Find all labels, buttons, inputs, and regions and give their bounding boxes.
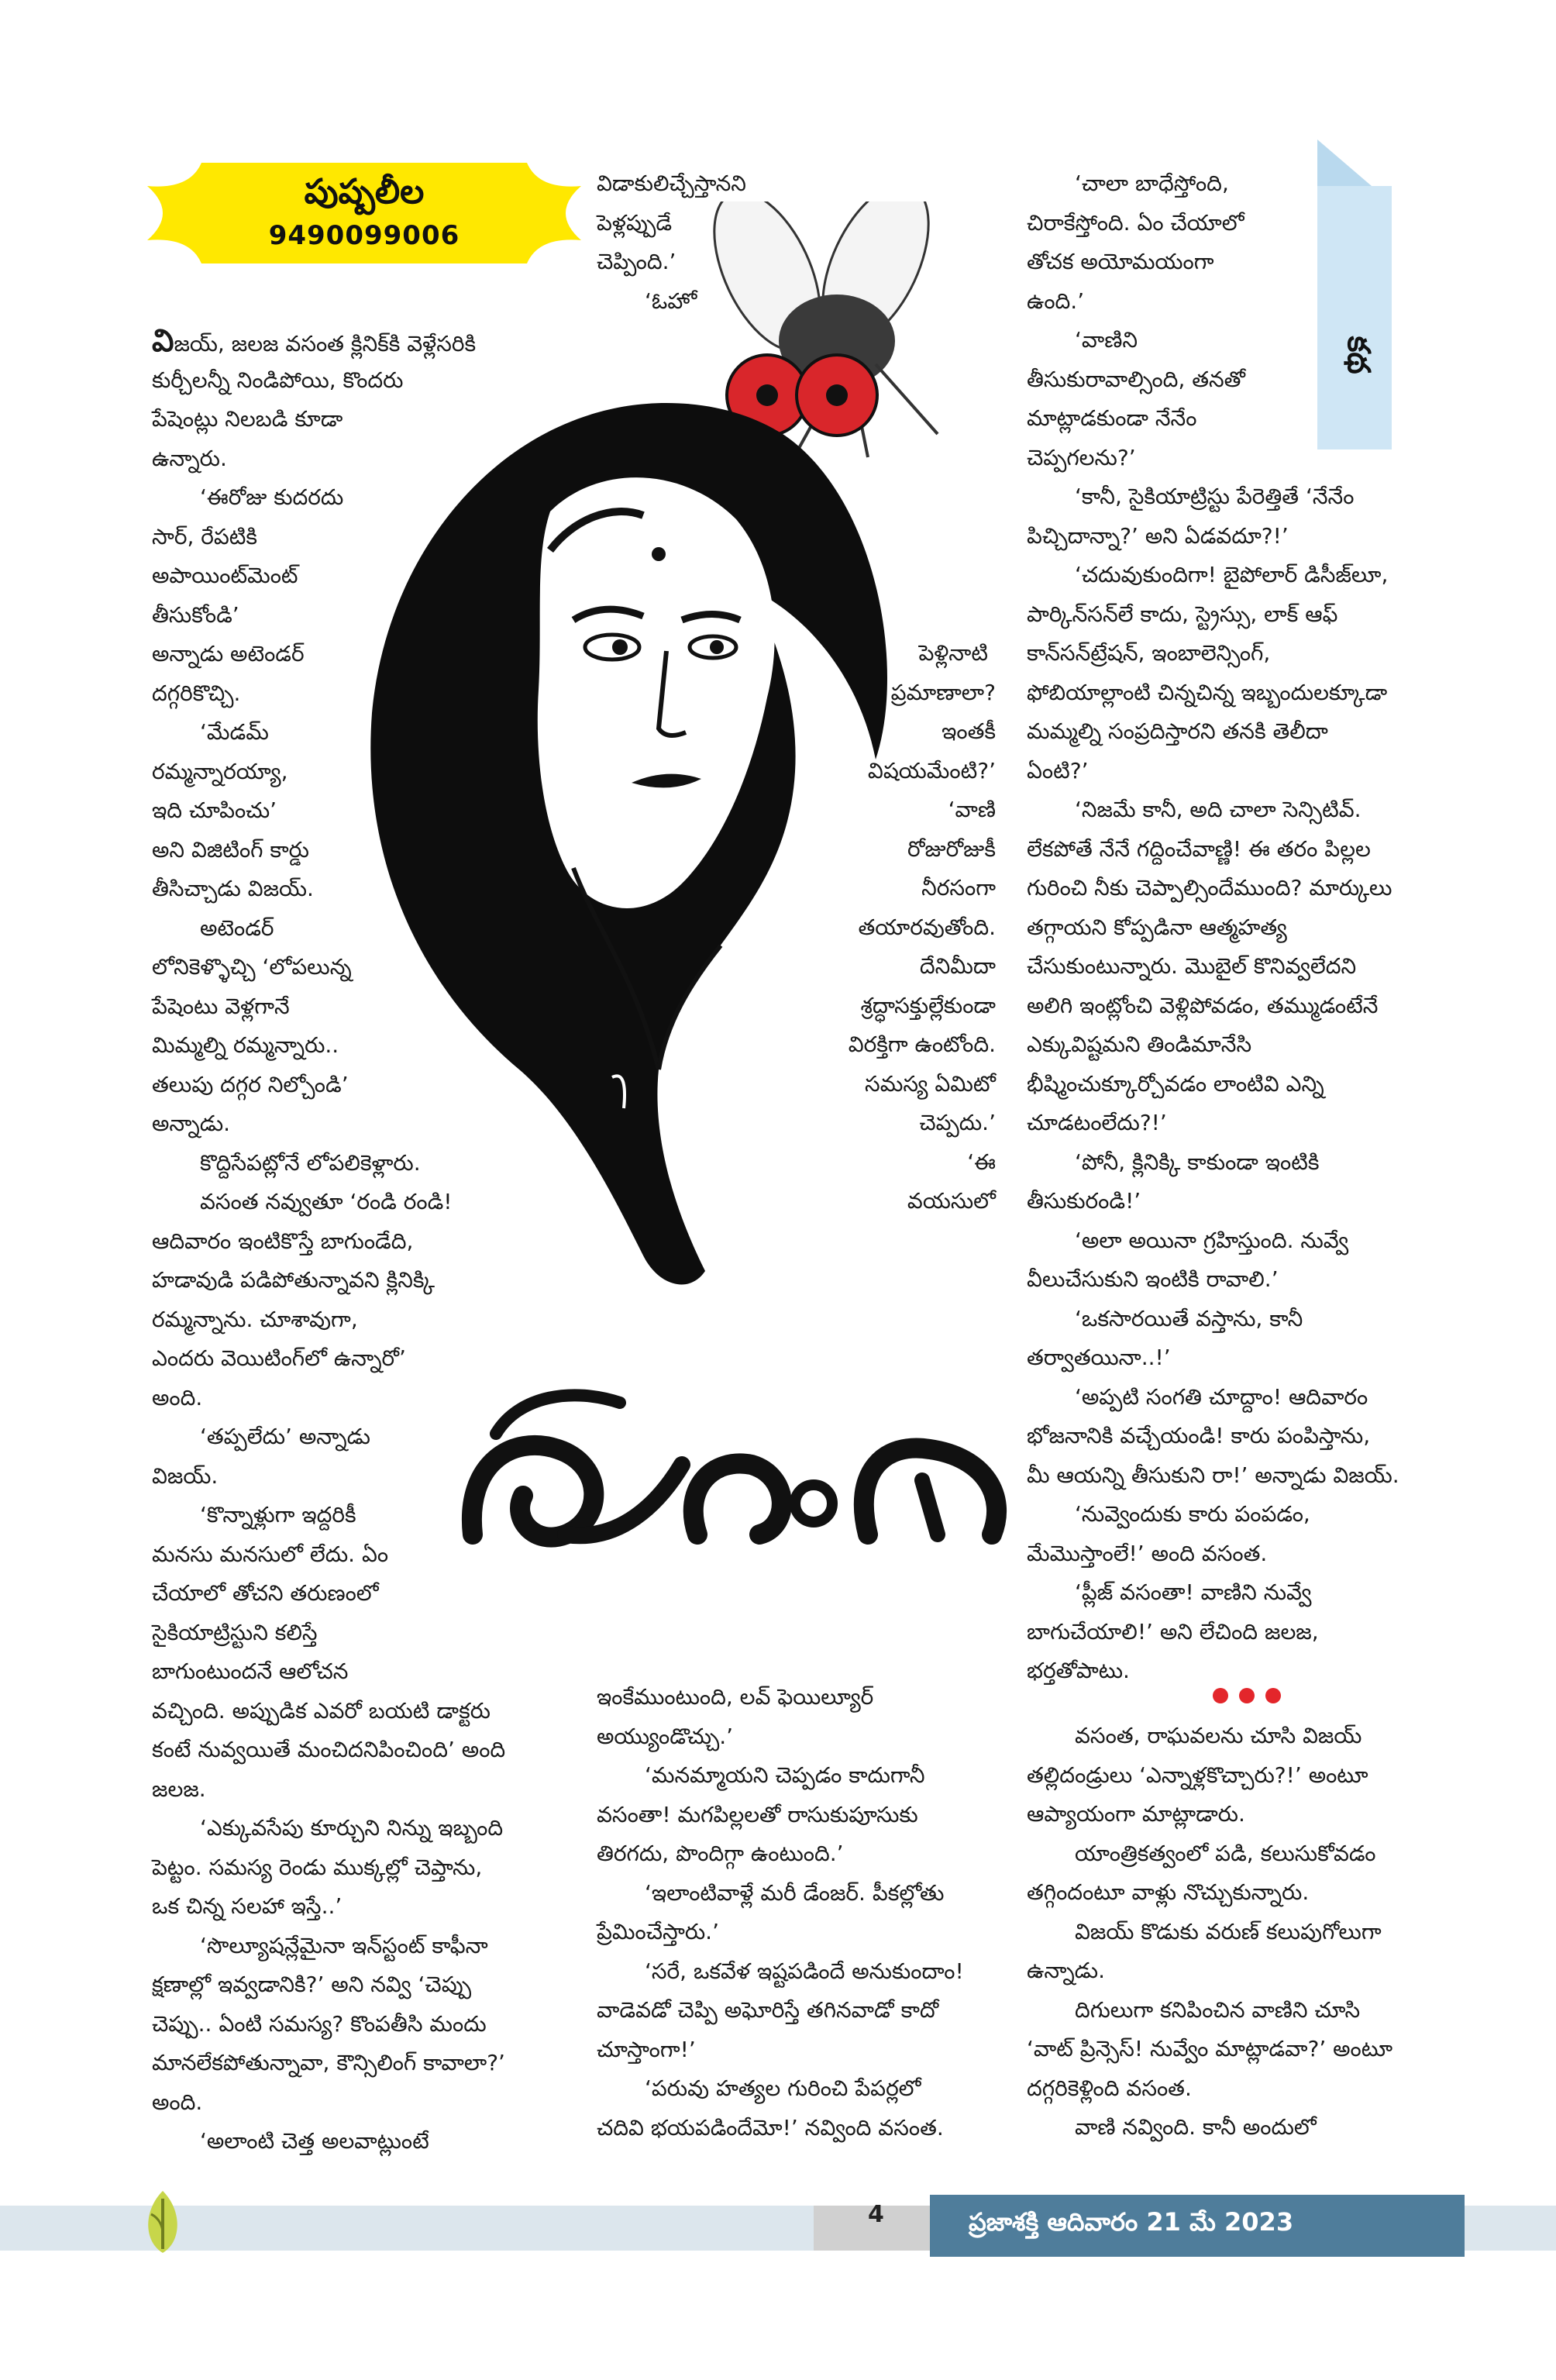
text-line: విషయమేంటి?’: [867, 757, 996, 784]
text-line: ‘వాట్‌ ప్రిన్సెస్‌! నువ్వేం మాట్లాడవా?’ అంటూ: [1027, 2036, 1393, 2061]
text-line: ఎక్కువిష్టమని తిండిమానేసి: [1027, 1032, 1252, 1057]
publication-line: ప్రజాశక్తి ఆదివారం 21 మే 2023: [969, 2207, 1294, 2237]
text-line: హడావుడి పడిపోతున్నావని క్లినిక్కి: [152, 1267, 435, 1293]
text-line: అంది.: [152, 1384, 203, 1410]
text-line: వీలుచేసుకుని ఇంటికి రావాలి.’: [1027, 1266, 1279, 1292]
column-1: [152, 322, 586, 2161]
text-line: ఉన్నాడు.: [1027, 1958, 1105, 1983]
text-line: మేమొస్తాంలే!’ అంది వసంత.: [1027, 1540, 1268, 1566]
text-line: చదివి భయపడిందేమో!’ నవ్వింది వసంత.: [597, 2114, 944, 2141]
text-line: ‘వాణి: [948, 797, 996, 822]
text-line: చెప్పదు.’: [919, 1110, 996, 1135]
text-line: ‘అప్పటి సంగతి చూద్దాం! ఆదివారం: [1075, 1383, 1368, 1410]
text-line: అయ్యుండొచ్చు.’: [597, 1723, 734, 1749]
text-line: వయసులో: [907, 1188, 996, 1214]
text-line: చూస్తాంగా!’: [597, 2036, 696, 2062]
text-line: మీ ఆయన్ని తీసుకుని రా!’ అన్నాడు విజయ్‌.: [1027, 1462, 1399, 1488]
text-line: గురించి నీకు చెప్పాల్సిందేముంది? మార్కులు: [1027, 875, 1392, 901]
text-line: విడాకులిచ్చేస్తానని: [597, 170, 746, 196]
text-line: కంటే నువ్వయితే మంచిదనిపించింది’ అంది: [152, 1737, 506, 1762]
text-line: అని విజిటింగ్‌ కార్డు: [152, 836, 309, 863]
text-line: తీసుకురావాల్సింది, తనతో: [1027, 366, 1246, 392]
text-line: తిరగదు, పొందిగ్గా ఉంటుంది.’: [597, 1841, 844, 1866]
text-line: అంది.: [152, 2089, 203, 2115]
text-line: తీసుకోండి’: [152, 601, 239, 628]
text-line: విజయ్‌.: [152, 1462, 219, 1489]
text-line: చిరాకేస్తోంది. ఏం చేయాలో: [1027, 209, 1244, 236]
text-line: ‘ప్లీజ్‌ వసంతా! వాణిని నువ్వే: [1075, 1579, 1312, 1605]
text-line: చేయాలో తోచని తరుణంలో: [152, 1580, 379, 1606]
text-line: ఉన్నారు.: [152, 445, 227, 471]
separator-dot: [1213, 1688, 1228, 1703]
text-line: వసంత, రాఘవలను చూసి విజయ్‌: [1075, 1723, 1362, 1748]
text-line: తయారవుతోంది.: [858, 914, 996, 940]
text-line: వచ్చింది. అప్పుడిక ఎవరో బయటి డాక్టరు: [152, 1697, 491, 1724]
section-label: కథ: [1341, 336, 1376, 374]
text-line: తీసుకురండి!’: [1027, 1188, 1141, 1214]
text-line: ‘పరువు హత్యల గురించి పేపర్లలో: [645, 2075, 921, 2101]
text-line: రమ్మన్నాను. చూశావుగా,: [152, 1306, 358, 1332]
text-line: విజయ్‌ కొడుకు వరుణ్‌ కలుపుగోలుగా: [1075, 1918, 1382, 1944]
column-2-middle: [728, 634, 996, 1221]
text-line: మమ్మల్ని సంప్రదిస్తారని తనకి తెలీదా: [1027, 718, 1328, 744]
text-line: శ్రద్ధాసక్తుల్లేకుండా: [860, 992, 996, 1018]
text-line: తగ్గాయని కోప్పడినా ఆత్మహత్య: [1027, 914, 1287, 940]
text-line: కాన్‌సన్‌ట్రేషన్‌, ఇంబాలెన్సింగ్‌,: [1027, 640, 1271, 666]
text-line: మనసు మనసులో లేదు. ఏం: [152, 1541, 389, 1567]
column-3-bottom: [1027, 1717, 1461, 2148]
text-line: ఇది చూపించు’: [152, 797, 277, 823]
text-line: చూడటంలేదు?!’: [1027, 1110, 1167, 1135]
text-line: భర్తతోపాటు.: [1027, 1658, 1130, 1683]
author-badge: [147, 163, 581, 263]
text-line: యాంత్రికత్వంలో పడి, కలుసుకోవడం: [1075, 1840, 1376, 1866]
column-2-top: [597, 164, 891, 321]
text-line: కొద్దిసేపట్లోనే లోపలికెళ్లారు.: [200, 1149, 421, 1176]
text-line: ‘కానీ, సైకియాట్రిస్టు పేరెత్తితే ‘నేనేం: [1075, 484, 1355, 509]
text-line: ‘మేడమ్‌: [200, 719, 269, 745]
text-line: ‘ఇలాంటివాళ్లే మరీ డేంజర్‌. పీకల్లోతు: [645, 1879, 945, 1906]
text-line: జలజ.: [152, 1776, 206, 1802]
text-line: ‘చదువుకుందిగా! బైపోలార్‌ డిసీజ్‌లూ,: [1075, 562, 1389, 587]
text-line: దగ్గరికెళ్లింది వసంత.: [1027, 2075, 1192, 2101]
text-line: ‘తప్పలేదు’ అన్నాడు: [200, 1424, 370, 1449]
text-line: ఒక చిన్న సలహా ఇస్తే..’: [152, 1893, 343, 1919]
text-line: బాగుంటుందనే ఆలోచన: [152, 1658, 349, 1684]
text-line: తల్లిదండ్రులు ‘ఎన్నాళ్లకొచ్చారు?!’ అంటూ: [1027, 1762, 1368, 1788]
text-line: లేకపోతే నేనే గద్దించేవాణ్ణి! ఈ తరం పిల్లల: [1027, 835, 1371, 862]
text-line: తలుపు దగ్గర నిల్చోండి’: [152, 1071, 349, 1097]
text-line: క్షణాల్లో ఇవ్వడానికి?’ అని నవ్వి ‘చెప్పు: [152, 1972, 472, 1997]
text-line: ‘ఓహో: [645, 288, 697, 314]
text-line: ‘చాలా బాధేస్తోంది,: [1075, 170, 1229, 196]
text-line: రమ్మన్నారయ్యా,: [152, 758, 288, 784]
text-line: చెప్పగలను?’: [1027, 444, 1136, 470]
author-phone: 9490099006: [268, 220, 460, 251]
text-line: ‘మనమ్మాయని చెప్పడం కాదుగానీ: [645, 1762, 925, 1788]
text-line: నీరసంగా: [921, 875, 996, 901]
text-line: పెళ్లప్పుడే: [597, 209, 673, 236]
text-line: మాట్లాడకుండా నేనేం: [1027, 405, 1197, 431]
column-2-bottom: [597, 1678, 1000, 2148]
text-line: మానలేకపోతున్నావా, కౌన్సిలింగ్‌ కావాలా?’: [152, 2050, 505, 2075]
separator-dots-icon: [1213, 1688, 1281, 1703]
text-line: ‘ఈ: [967, 1149, 996, 1175]
text-line: ‘ఈరోజు కుదరదు: [200, 484, 344, 510]
text-line: వాణి నవ్వింది. కానీ అందులో: [1075, 2114, 1317, 2140]
text-line: ఆదివారం ఇంటికొస్తే బాగుండేది,: [152, 1228, 414, 1254]
text-line: తర్వాతయినా..!’: [1027, 1345, 1171, 1370]
text-line: ‘పోనీ, క్లినిక్కి కాకుండా ఇంటికి: [1075, 1149, 1320, 1175]
text-line: వసంతా! మగపిల్లలతో రాసుకుపూసుకు: [597, 1801, 918, 1827]
text-line: ఏంటి?’: [1027, 757, 1089, 784]
separator-dot: [1265, 1688, 1281, 1703]
text-line: ‘అలా అయినా గ్రహిస్తుంది. నువ్వే: [1075, 1227, 1349, 1253]
text-line: ‘సరే, ఒకవేళ ఇష్టపడిందే అనుకుందాం!: [645, 1958, 964, 1984]
text-line: ప్రేమించేస్తారు.’: [597, 1919, 719, 1944]
text-line: ఇంకేముంటుంది, లవ్‌ ఫెయిల్యూర్‌: [597, 1684, 874, 1710]
leaf-logo-icon: [136, 2187, 190, 2257]
text-line: భీష్మించుక్కూర్చోవడం లాంటివి ఎన్ని: [1027, 1070, 1324, 1097]
text-line: ‘కొన్నాళ్లుగా ఇద్దరికీ: [200, 1502, 356, 1528]
text-line: ‘ఒకసారయితే వస్తాను, కానీ: [1075, 1305, 1303, 1331]
text-line: చెప్పు.. ఏంటి సమస్య? కొంపతీసి మందు: [152, 2010, 487, 2037]
column-3-top: [1027, 164, 1461, 1691]
text-line: ‘నిజమే కానీ, అది చాలా సెన్సిటివ్‌.: [1075, 797, 1362, 822]
text-line: ‘నువ్వెందుకు కారు పంపడం,: [1075, 1501, 1310, 1527]
text-line: సైకియాట్రిస్టుని కలిస్తే: [152, 1619, 318, 1645]
text-line: పార్కిన్‌సన్‌లే కాదు, స్ట్రెస్సు, లాక్‌ ఆఫ్‌: [1027, 601, 1338, 627]
text-line: అటెండర్‌: [200, 914, 274, 941]
page-number: 4: [868, 2201, 884, 2228]
text-line: దేనిమీదా: [919, 953, 996, 979]
text-line: పేషెంటు వెళ్లగానే: [152, 993, 290, 1019]
text-line: తోచక అయోమయంగా: [1027, 249, 1214, 274]
text-line: అన్నాడు అటెండర్‌: [152, 641, 305, 666]
text-line: ‘వాణిని: [1075, 327, 1138, 353]
text-line: ఆప్యాయంగా మాట్లాడారు.: [1027, 1801, 1245, 1827]
text-line: ‘అలాంటి చెత్త అలవాట్లుంటే: [200, 2128, 429, 2154]
text-line: ఉంది.’: [1027, 288, 1085, 314]
text-line: మిమ్మల్ని రమ్మన్నారు..: [152, 1032, 339, 1058]
text-line: కుర్చీలన్నీ నిండిపోయి, కొందరు: [152, 367, 404, 393]
text-line: బాగుచేయాలి!’ అని లేచింది జలజ,: [1027, 1618, 1319, 1645]
text-line: లోనికెళ్ళొచ్చి ‘లోపలున్న: [152, 954, 352, 980]
text-line: ఫోబియాల్లాంటి చిన్నచిన్న ఇబ్బందులక్కూడా: [1027, 679, 1388, 705]
text-line: సార్‌, రేపటికి: [152, 523, 258, 549]
text-line: వాడెవడో చెప్పి అఘోరిస్తే తగినవాడో కాదో: [597, 1997, 939, 2023]
text-line: రోజురోజుకీ: [907, 835, 996, 862]
text-line: భోజనానికి వచ్చేయండి! కారు పంపిస్తాను,: [1027, 1423, 1371, 1448]
text-line: పెళ్లినాటి: [918, 640, 988, 666]
text-line: అలిగి ఇంట్లోంచి వెళ్లిపోవడం, తమ్ముడంటేనే: [1027, 992, 1379, 1018]
text-line: దగ్గరికొచ్చి.: [152, 680, 241, 706]
text-line: ఎందరు వెయిటింగ్‌లో ఉన్నారో’: [152, 1345, 406, 1371]
text-line: పేషెంట్లు నిలబడి కూడా: [152, 406, 343, 432]
text-line: విజయ్‌, జలజ వసంత క్లినిక్‌కి వెళ్లేసరికి: [152, 323, 477, 359]
text-line: ‘సొల్యూషన్లేమైనా ఇన్‌స్టంట్‌ కాఫీనా: [200, 1932, 488, 1958]
text-line: చేసుకుంటున్నారు. మొబైల్‌ కొనివ్వలేదని: [1027, 953, 1357, 979]
text-line: తగ్గిందంటూ వాళ్లు నొచ్చుకున్నారు.: [1027, 1879, 1310, 1905]
text-line: అపాయింట్‌మెంట్‌: [152, 563, 298, 588]
text-line: దిగులుగా కనిపించిన వాణిని చూసి: [1075, 1996, 1361, 2023]
text-line: ప్రమాణాలా?: [890, 679, 996, 705]
text-line: అన్నాడు.: [152, 1111, 231, 1136]
text-line: తీసిచ్చాడు విజయ్‌.: [152, 876, 314, 901]
text-line: విరక్తిగా ఉంటోంది.: [848, 1032, 996, 1057]
text-line: ‘ఎక్కువసేపు కూర్చుని నిన్ను ఇబ్బంది: [200, 1815, 504, 1841]
text-line: సమస్య ఏమిటో: [865, 1070, 996, 1097]
author-name: పుష్పలీల: [304, 172, 425, 212]
text-line: పిచ్చిదాన్నా?’ అని ఏడవదూ?!’: [1027, 522, 1289, 549]
text-line: వసంత నవ్వుతూ ‘రండి రండి!: [200, 1189, 453, 1214]
text-line: ఇంతకీ: [942, 718, 996, 744]
separator-dot: [1239, 1688, 1255, 1703]
text-line: చెప్పింది.’: [597, 249, 676, 274]
text-line: పెట్టం. సమస్య రెండు ముక్కల్లో చెప్తాను,: [152, 1854, 483, 1880]
